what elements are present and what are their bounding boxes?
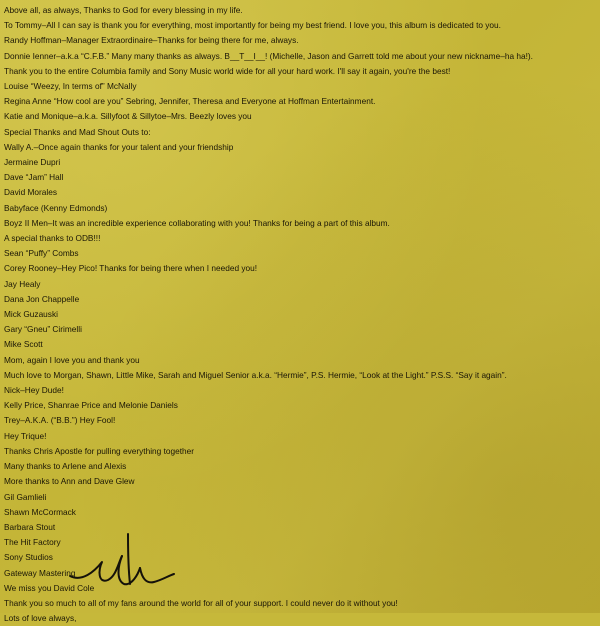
acknowledgement-line: Corey Rooney–Hey Pico! Thanks for being there when I needed you! — [4, 263, 258, 274]
acknowledgement-line: Randy Hoffman–Manager Extraordinaire–Thanks for being there for me, always. — [4, 35, 299, 46]
acknowledgement-line: We miss you David Cole — [4, 582, 95, 593]
acknowledgement-line: Sony Studios — [4, 552, 53, 563]
acknowledgement-line: The Hit Factory — [4, 537, 61, 548]
acknowledgement-line: Regina Anne “How cool are you” Sebring, Jennifer, Theresa and Everyone at Hoffman Entertainment. — [4, 96, 376, 107]
acknowledgement-line: Dana Jon Chappelle — [4, 293, 80, 304]
acknowledgement-line: Many thanks to Arlene and Alexis — [4, 461, 127, 472]
acknowledgement-line: Sean “Puffy” Combs — [4, 248, 79, 259]
acknowledgement-line: Katie and Monique–a.k.a. Sillyfoot & Sillytoe–Mrs. Beezly loves you — [4, 111, 252, 122]
acknowledgement-line: Trey–A.K.A. (“B.B.”) Hey Fool! — [4, 415, 116, 426]
acknowledgement-line: Barbara Stout — [4, 521, 56, 532]
acknowledgement-line: Boyz II Men–It was an incredible experience collaborating with you! Thanks for being a part of this album. — [4, 217, 390, 228]
acknowledgement-line: Jermaine Dupri — [4, 157, 61, 168]
acknowledgement-line: Louise “Weezy, In terms of” McNally — [4, 81, 137, 92]
acknowledgement-line: Hey Trique! — [4, 430, 47, 441]
acknowledgement-line: Thank you so much to all of my fans around the world for all of your support. I could never do it without you! — [4, 597, 398, 608]
acknowledgement-line: A special thanks to ODB!!! — [4, 233, 101, 244]
closing-line: Lots of love always, — [4, 613, 77, 624]
acknowledgement-line: Much love to Morgan, Shawn, Little Mike, Sarah and Miguel Senior a.k.a. “Hermie”, P.S. Hermie, “Look at the Light.” P.S.S. “Say it again”. — [4, 369, 507, 380]
acknowledgement-line: Gary “Gneu” Cirimelli — [4, 324, 82, 335]
acknowledgement-line: Above all, as always, Thanks to God for every blessing in my life. — [4, 5, 243, 15]
acknowledgement-line: Special Thanks and Mad Shout Outs to: — [4, 126, 151, 137]
acknowledgement-line: Wally A.–Once again thanks for your talent and your friendship — [4, 141, 234, 152]
acknowledgement-line: Thank you to the entire Columbia family and Sony Music world wide for all your hard work. I'll say it again, you're the best! — [4, 65, 451, 76]
acknowledgement-line: Donnie Ienner–a.k.a “C.F.B.” Many many thanks as always. B__T__I__! (Michelle, Jason and Garrett told me about your new nickname–ha ha!). — [4, 50, 533, 61]
acknowledgement-line: To Tommy–All I can say is thank you for everything, most importantly for being my best friend. I love you, this album is dedicated to you. — [4, 20, 501, 31]
acknowledgement-line: Mick Guzauski — [4, 309, 58, 320]
acknowledgement-line: More thanks to Ann and Dave Glew — [4, 476, 135, 487]
acknowledgement-line: Babyface (Kenny Edmonds) — [4, 202, 108, 213]
handwritten-signature — [68, 526, 178, 596]
acknowledgement-line: David Morales — [4, 187, 58, 198]
acknowledgement-line: Gil Gamlieli — [4, 491, 47, 502]
acknowledgement-line: Mom, again I love you and thank you — [4, 354, 140, 365]
acknowledgement-line: Jay Healy — [4, 278, 41, 289]
acknowledgement-line: Thanks Chris Apostle for pulling everything together — [4, 445, 195, 456]
acknowledgement-line: Dave “Jam” Hall — [4, 172, 64, 183]
acknowledgement-line: Kelly Price, Shanrae Price and Melonie Daniels — [4, 400, 178, 411]
acknowledgement-line: Mike Scott — [4, 339, 43, 350]
acknowledgement-line: Nick–Hey Dude! — [4, 385, 64, 396]
acknowledgement-line: Gateway Mastering — [4, 567, 76, 578]
acknowledgement-line: Shawn McCormack — [4, 506, 76, 517]
